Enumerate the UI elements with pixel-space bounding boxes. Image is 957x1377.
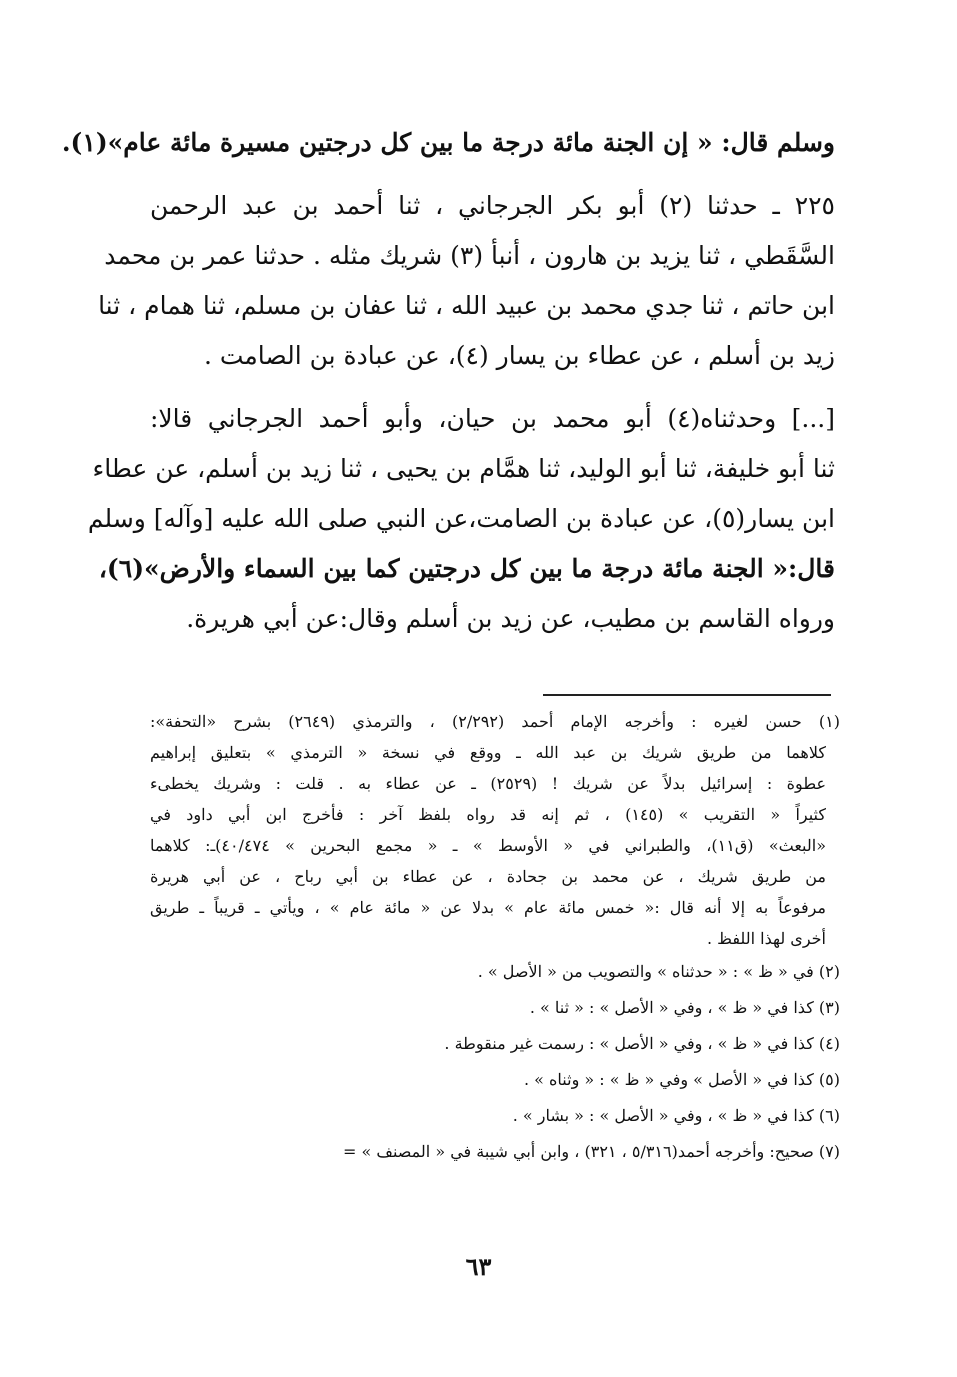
footnote-1-line-3: عطوة : إسرائيل بدلاً عن شريك ! (٢٥٢٩) ـ عن عطاء به . قلت : وشريك يخطىء bbox=[150, 774, 826, 793]
footnote-5: (٥) كذا في « الأصل » وفي « ظ » : « وثناه » . bbox=[524, 1070, 840, 1089]
hadith-225-line-1: ٢٢٥ ـ حدثنا (٢) أبو بكر الجرجاني ، ثنا أحمد بن عبد الرحمن bbox=[150, 191, 835, 220]
paragraph-2-line-1: [...] وحدثناه(٤) أبو محمد بن حيان، وأبو أحمد الجرجاني قالا: bbox=[150, 404, 835, 433]
paragraph-2-line-4: قال:« الجنة مائة درجة ما بين كل درجتين كما بين السماء والأرض»(٦)، bbox=[98, 554, 835, 583]
paragraph-2-line-2: ثنا أبو خليفة، ثنا أبو الوليد، ثنا همَّام بن يحيى ، ثنا زيد بن أسلم، عن عطاء bbox=[92, 454, 835, 483]
footnote-6: (٦) كذا في « ظ » ، وفي « الأصل » : « بشار » . bbox=[512, 1106, 840, 1125]
footnote-3: (٣) كذا في « ظ » ، وفي « الأصل » : « ثنا » . bbox=[529, 998, 840, 1017]
paragraph-2-line-5: ورواه القاسم بن مطيب، عن زيد بن أسلم وقال:عن أبي هريرة. bbox=[186, 604, 835, 633]
hadith-225-line-3: ابن حاتم ، ثنا جدي محمد بن عبيد الله ، ثنا عفان بن مسلم، ثنا همام ، ثنا bbox=[98, 291, 835, 320]
footnote-separator bbox=[543, 694, 831, 696]
footnote-1-line-7: مرفوعاً به إلا أنه قال :« خمس مائة عام » بدلا عن « مائة عام » ، ويأتي ـ قريباً ـ طريق bbox=[150, 898, 826, 917]
footnote-1-line-6: من طريق شريك ، عن محمد بن جحادة ، عن عطاء بن أبي رباح ، عن أبي هريرة bbox=[150, 867, 826, 886]
page-number: ٦٣ bbox=[465, 1252, 492, 1281]
main-text bbox=[61, 118, 835, 644]
footnote-1-line-8: أخرى لهذا اللفظ . bbox=[706, 929, 826, 948]
footnote-2: (٢) في « ظ » : « حدثناه » والتصويب من « الأصل » . bbox=[477, 962, 840, 981]
footnote-1-line-4: كثيراً « التقريب » (١٤٥) ، ثم إنه قد رواه بلفظ آخر : فأخرج ابن أبي داود في bbox=[150, 805, 826, 824]
hadith-225-line-4: زيد بن أسلم ، عن عطاء بن يسار (٤)، عن عبادة بن الصامت . bbox=[203, 341, 835, 370]
footnote-1-line-2: كلاهما من طريق شريك بن عبد الله ـ ووقع في نسخة « الترمذي » بتعليق إبراهيم bbox=[150, 743, 827, 762]
footnote-1-line-1: (١) حسن لغيره : وأخرجه الإمام أحمد (٢/٢٩٢) ، والترمذي (٢٦٤٩) بشرح «التحفة»: bbox=[150, 712, 840, 731]
footnotes bbox=[150, 706, 840, 1170]
text-line-1: وسلم قال: « إن الجنة مائة درجة ما بين كل درجتين مسيرة مائة عام»(١). bbox=[61, 128, 835, 157]
footnote-4: (٤) كذا في « ظ » ، وفي « الأصل » : رسمت غير منقوطة . bbox=[444, 1034, 840, 1053]
footnote-7: (٧) صحيح: وأخرجه أحمد(٥/٣١٦ ، ٣٢١) ، وابن أبي شيبة في « المصنف » = bbox=[343, 1142, 840, 1161]
paragraph-2-line-3: ابن يسار(٥)، عن عبادة بن الصامت،عن النبي صلى الله عليه [وآله] وسلم bbox=[87, 504, 835, 533]
hadith-225-line-2: السَّقَطي ، ثنا يزيد بن هارون ، أنبأ (٣) شريك مثله . حدثنا عمر بن محمد bbox=[104, 241, 835, 270]
footnote-1-line-5: «البعث» (ق١١)، والطبراني في « الأوسط » ـ « مجمع البحرين » ٤٠/٤٧٤)ـ: كلاهما bbox=[150, 836, 826, 855]
